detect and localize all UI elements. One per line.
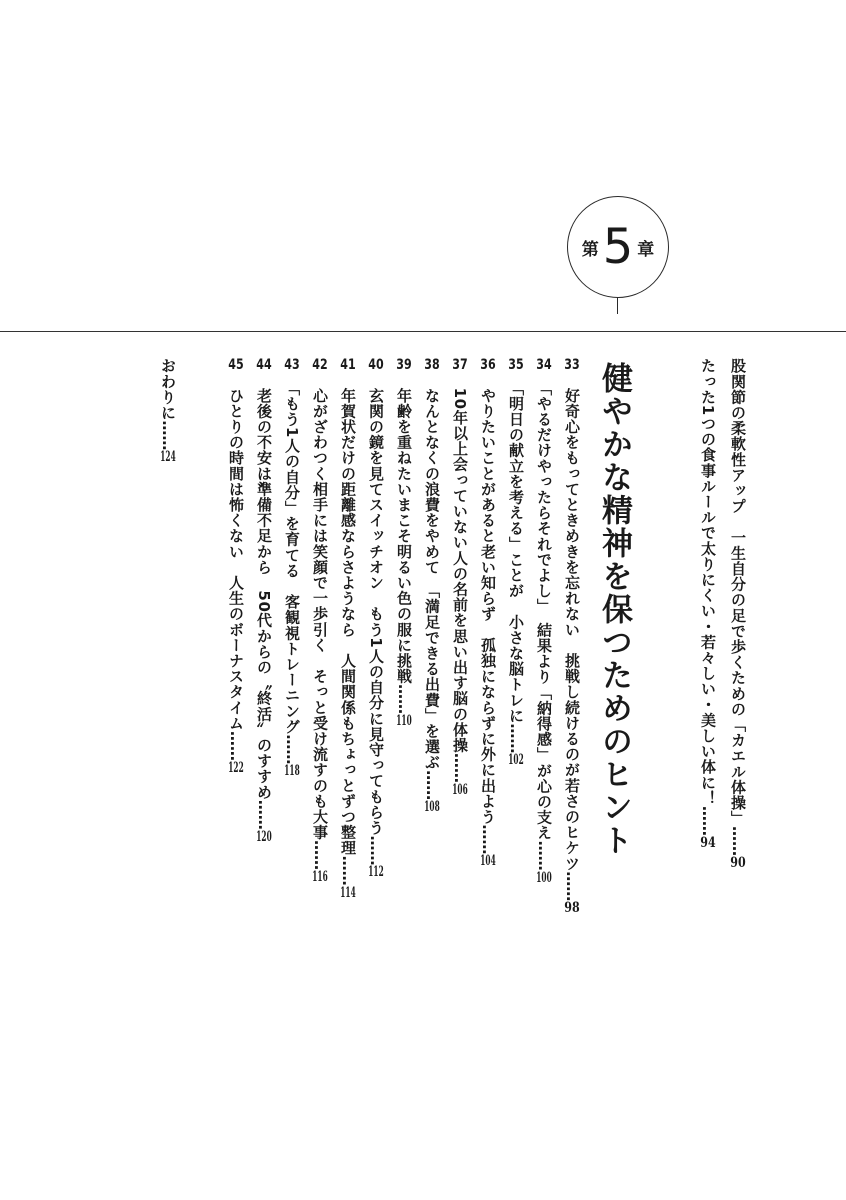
entry-text: おわりに xyxy=(159,358,177,421)
toc-entry-35[interactable] xyxy=(508,358,523,767)
section-divider xyxy=(0,331,846,332)
toc-entry-closing[interactable] xyxy=(160,358,175,464)
page-number: 122 xyxy=(228,760,244,775)
leader-dots: …… xyxy=(535,840,553,871)
leader-dots: …… xyxy=(699,805,717,836)
page-number: 100 xyxy=(536,870,552,885)
page-number: 106 xyxy=(452,782,468,797)
page-number: 94 xyxy=(700,835,716,850)
page-number: 104 xyxy=(480,854,496,869)
page-number: 98 xyxy=(564,901,580,916)
leader-dots: …… xyxy=(729,826,747,856)
leader-dots: …… xyxy=(563,871,581,902)
entry-text: 「もう1人の自分」を育てる 客観視トレーニング xyxy=(283,387,301,735)
entry-text: ひとりの時間は怖くない 人生のボーナスタイム xyxy=(227,387,245,731)
page-number: 112 xyxy=(368,865,384,880)
toc-entry-39[interactable] xyxy=(396,358,411,728)
entry-text: 10年以上会っていない人の名前を思い出す脳の体操 xyxy=(451,387,469,753)
leader-dots: …… xyxy=(339,855,357,886)
entry-text: 玄関の鏡を見てスイッチオン もう1人の自分に見守ってもらう xyxy=(367,387,385,836)
toc-entry-41[interactable] xyxy=(340,358,355,900)
entry-number: 34 xyxy=(536,358,552,372)
page-number: 90 xyxy=(730,856,746,870)
toc-entry-b[interactable] xyxy=(700,358,715,850)
page-number: 108 xyxy=(424,800,440,815)
entry-text: 年齢を重ねたいまこそ明るい色の服に挑戦 xyxy=(395,387,413,685)
entry-number: 39 xyxy=(396,358,412,372)
entry-text: 股関節の柔軟性アップ 一生自分の足で歩くための「カエル体操」 xyxy=(729,358,747,826)
chapter-number: 5 xyxy=(602,219,634,275)
leader-dots: …… xyxy=(507,723,525,754)
toc-entry-37[interactable] xyxy=(452,358,467,797)
entry-number: 36 xyxy=(480,358,496,372)
entry-number: 37 xyxy=(452,358,468,372)
toc-entry-45[interactable] xyxy=(228,358,243,775)
page-number: 116 xyxy=(312,870,328,885)
leader-dots: …… xyxy=(311,840,329,871)
toc-entry-43[interactable] xyxy=(284,358,299,778)
page-number: 118 xyxy=(284,764,300,779)
entry-text: 年賀状だけの距離感ならさようなら 人間関係もちょっとずつ整理 xyxy=(339,387,357,856)
entry-number: 33 xyxy=(564,358,580,372)
entry-text: 「明日の献立を考える」ことが 小さな脳トレに xyxy=(507,387,525,724)
entry-text: たった1つの食事ルールで太りにくい・若々しい・美しい体に！ xyxy=(699,358,717,806)
toc-entry-42[interactable] xyxy=(312,358,327,884)
entry-number: 42 xyxy=(312,358,328,372)
leader-dots: …… xyxy=(395,684,413,715)
toc-entry-34[interactable] xyxy=(536,358,551,885)
page-number: 110 xyxy=(396,714,412,729)
chapter-title: 健やかな精神を保つためのヒント xyxy=(596,362,632,857)
entry-number: 43 xyxy=(284,358,300,372)
leader-dots: …… xyxy=(423,770,441,801)
leader-dots: …… xyxy=(283,734,301,765)
toc-entry-36[interactable] xyxy=(480,358,495,868)
page-number: 102 xyxy=(508,753,524,768)
entry-number: 38 xyxy=(424,358,440,372)
entry-number: 41 xyxy=(340,358,356,372)
entry-number: 40 xyxy=(368,358,384,372)
leader-dots: …… xyxy=(479,824,497,855)
entry-text: 心がざわつく相手には笑顔で一歩引く そっと受け流すのも大事 xyxy=(311,387,329,841)
chapter-label xyxy=(567,196,669,298)
chapter-prefix: 第 xyxy=(581,239,599,260)
toc-entry-40[interactable] xyxy=(368,358,383,879)
entry-number: 45 xyxy=(228,358,244,372)
entry-number: 44 xyxy=(256,358,272,372)
entry-text: やりたいことがあると老い知らず 孤独にならずに外に出よう xyxy=(479,387,497,825)
chapter-suffix: 章 xyxy=(637,239,655,260)
entry-text: 好奇心をもってときめきを忘れない 挑戦し続けるのが若さのヒケツ xyxy=(563,387,581,872)
page-number: 114 xyxy=(340,885,356,900)
leader-dots: …… xyxy=(367,835,385,866)
entry-text: なんとなくの浪費をやめて 「満足できる出費」を選ぶ xyxy=(423,387,441,771)
entry-number: 35 xyxy=(508,358,524,372)
toc-entry-33[interactable] xyxy=(564,358,579,915)
chapter-stem-line xyxy=(617,297,618,314)
leader-dots: …… xyxy=(451,752,469,783)
entry-text: 老後の不安は準備不足から 50代からの〝終活〟のすすめ xyxy=(255,387,273,800)
leader-dots: …… xyxy=(255,799,273,830)
entry-text: 「やるだけやったらそれでよし」 結果より「納得感」が心の支え xyxy=(535,387,553,841)
page-number: 124 xyxy=(160,450,176,465)
toc-entry-a[interactable] xyxy=(730,358,745,870)
page-number: 120 xyxy=(256,829,272,844)
toc-entry-44[interactable] xyxy=(256,358,271,844)
toc-entry-38[interactable] xyxy=(424,358,439,814)
leader-dots: …… xyxy=(227,730,245,761)
leader-dots: …… xyxy=(159,420,177,451)
